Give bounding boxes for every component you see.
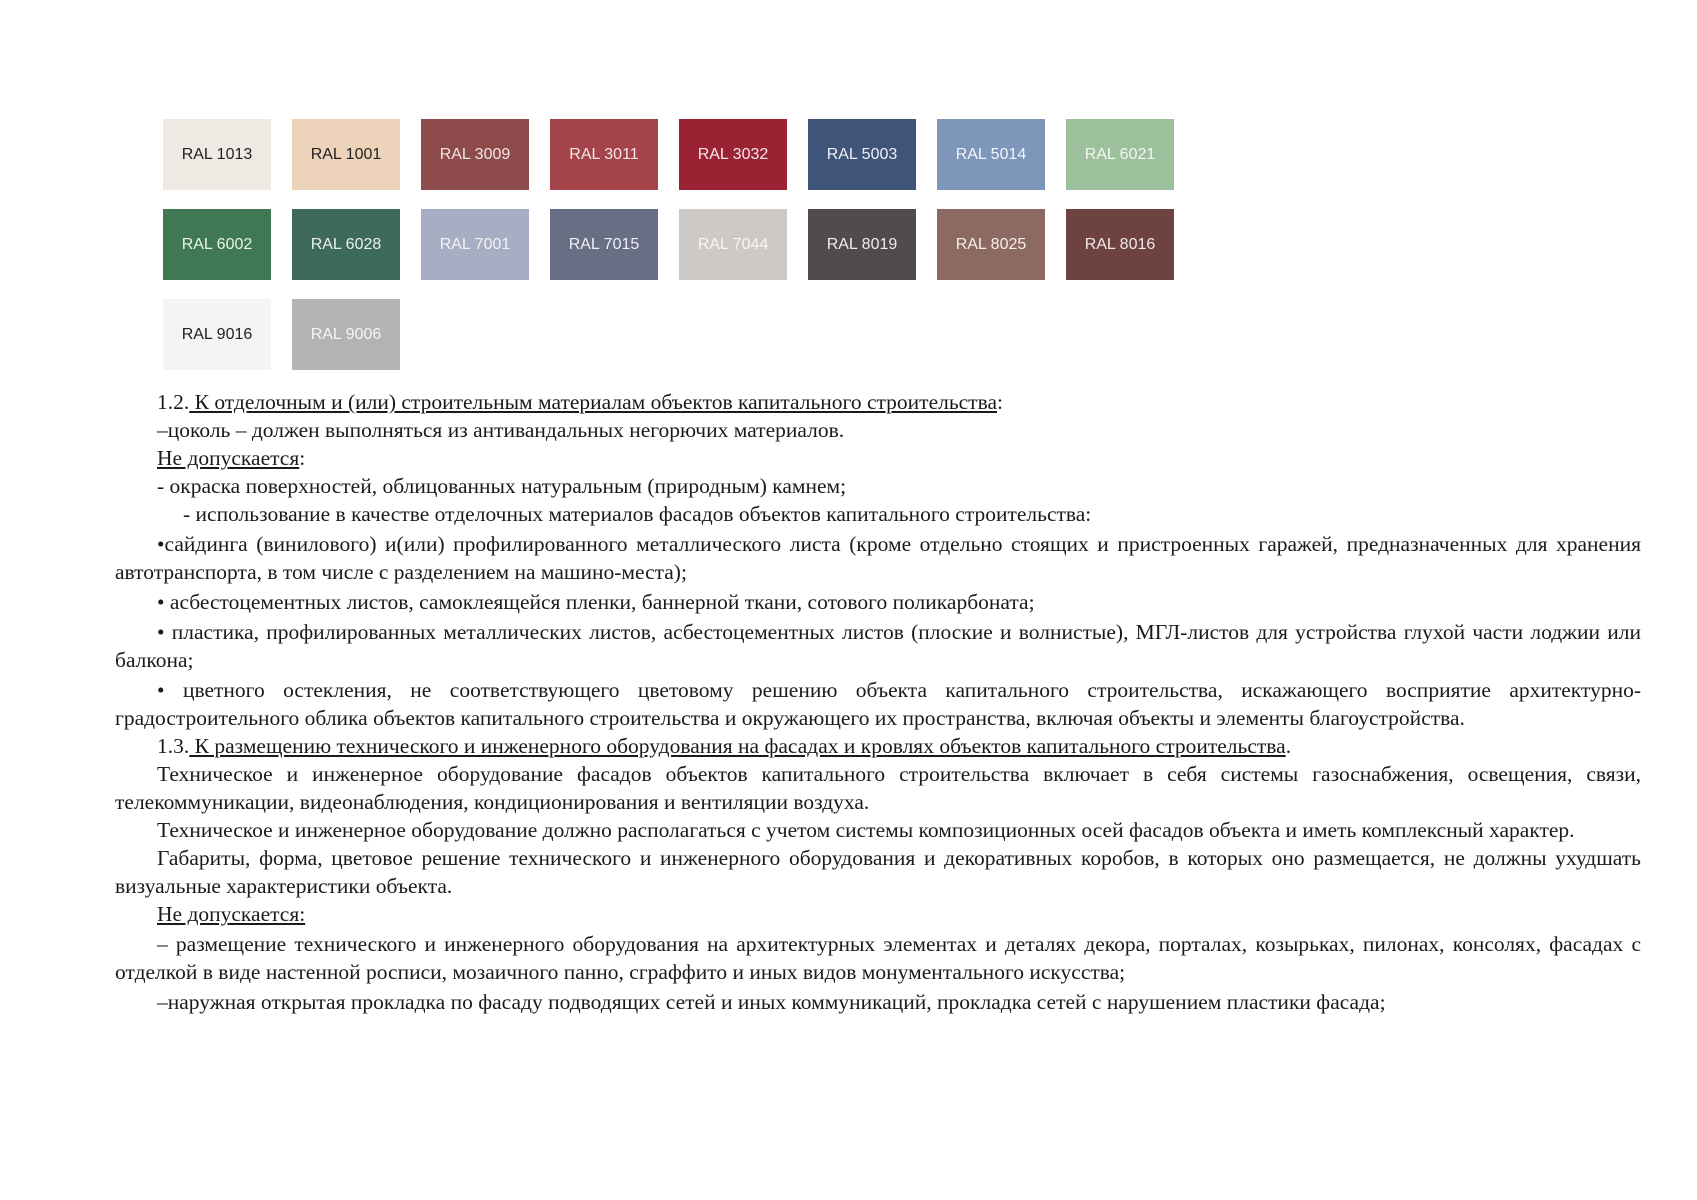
list-item: - окраска поверхностей, облицованных натуральным (природным) камнем; xyxy=(157,474,847,498)
section-1-2-heading xyxy=(115,388,1641,416)
document-body xyxy=(115,388,1641,1016)
paragraph: Техническое и инженерное оборудование должно располагаться с учетом системы композиционных осей фасадов объекта и иметь комплексный характер. xyxy=(157,818,1575,842)
color-swatch: RAL 6021 xyxy=(1066,119,1174,190)
color-swatch: RAL 1013 xyxy=(163,119,271,190)
color-swatch: RAL 5003 xyxy=(808,119,916,190)
plinth-requirement: –цоколь – должен выполняться из антивандальных негорючих материалов. xyxy=(157,418,845,442)
swatch-row xyxy=(163,209,1174,280)
paragraph: Габариты, форма, цветовое решение технического и инженерного оборудования и декоративных коробов, в которых оно размещается, не должны ухудшать визуальные характеристики объекта. xyxy=(115,846,1641,898)
colon: : xyxy=(997,390,1003,414)
not-allowed-label: Не допускается: xyxy=(157,902,306,926)
list-item: - использование в качестве отделочных материалов фасадов объектов капитального строительства: xyxy=(183,502,1092,526)
bullet-item: • цветного остекления, не соответствующего цветовому решению объекта капитального строительства, искажающего восприятие архитектурно-градостроительного облика объектов капитального строительства и окружающего их пространства, включая объекты и элементы благоустройства. xyxy=(115,678,1641,730)
not-allowed-heading-2 xyxy=(115,900,1641,928)
color-swatch: RAL 7001 xyxy=(421,209,529,280)
color-swatch: RAL 8016 xyxy=(1066,209,1174,280)
color-swatch: RAL 3032 xyxy=(679,119,787,190)
paragraph: Техническое и инженерное оборудование фасадов объектов капитального строительства включает в себя системы газоснабжения, освещения, связи, телекоммуникации, видеонаблюдения, кондиционирования и вентиляции воздуха. xyxy=(115,762,1641,814)
color-swatch: RAL 1001 xyxy=(292,119,400,190)
colon: : xyxy=(299,446,306,470)
color-swatch: RAL 6002 xyxy=(163,209,271,280)
list-item: –наружная открытая прокладка по фасаду подводящих сетей и иных коммуникаций, прокладка сетей с нарушением пластики фасада; xyxy=(157,990,1386,1014)
color-swatch: RAL 8019 xyxy=(808,209,916,280)
not-allowed-heading-1 xyxy=(115,444,1641,472)
section-title: К размещению технического и инженерного оборудования на фасадах и кровлях объектов капитального строительства xyxy=(189,734,1286,758)
color-swatch: RAL 9006 xyxy=(292,299,400,370)
swatch-row xyxy=(163,299,1174,370)
color-swatch: RAL 6028 xyxy=(292,209,400,280)
section-number: 1.3. xyxy=(157,734,190,758)
swatch-row xyxy=(163,119,1174,190)
section-1-3-heading xyxy=(115,732,1641,760)
section-title: К отделочным и (или) строительным материалам объектов капитального строительства xyxy=(189,390,997,414)
section-number: 1.2. xyxy=(157,390,190,414)
bullet-item: •сайдинга (винилового) и(или) профилированного металлического листа (кроме отдельно стоящих и пристроенных гаражей, предназначенных для хранения автотранспорта, в том числе с разделением на машино-места); xyxy=(115,532,1641,584)
period: . xyxy=(1285,734,1292,758)
not-allowed-label: Не допускается xyxy=(157,446,300,470)
color-swatch: RAL 3011 xyxy=(550,119,658,190)
bullet-item: • асбестоцементных листов, самоклеящейся пленки, баннерной ткани, сотового поликарбоната; xyxy=(157,590,1035,614)
color-swatch: RAL 3009 xyxy=(421,119,529,190)
color-swatch: RAL 7015 xyxy=(550,209,658,280)
bullet-item: • пластика, профилированных металлических листов, асбестоцементных листов (плоские и волнистые), МГЛ-листов для устройства глухой части лоджии или балкона; xyxy=(115,620,1641,672)
color-swatch: RAL 8025 xyxy=(937,209,1045,280)
color-swatch: RAL 5014 xyxy=(937,119,1045,190)
color-swatch: RAL 9016 xyxy=(163,299,271,370)
color-swatch: RAL 7044 xyxy=(679,209,787,280)
ral-color-palette xyxy=(163,119,1174,389)
list-item: – размещение технического и инженерного оборудования на архитектурных элементах и деталях декора, порталах, козырьках, пилонах, консолях, фасадах с отделкой в виде настенной росписи, мозаичного панно, сграффито и иных видов монументального искусства; xyxy=(115,932,1641,984)
